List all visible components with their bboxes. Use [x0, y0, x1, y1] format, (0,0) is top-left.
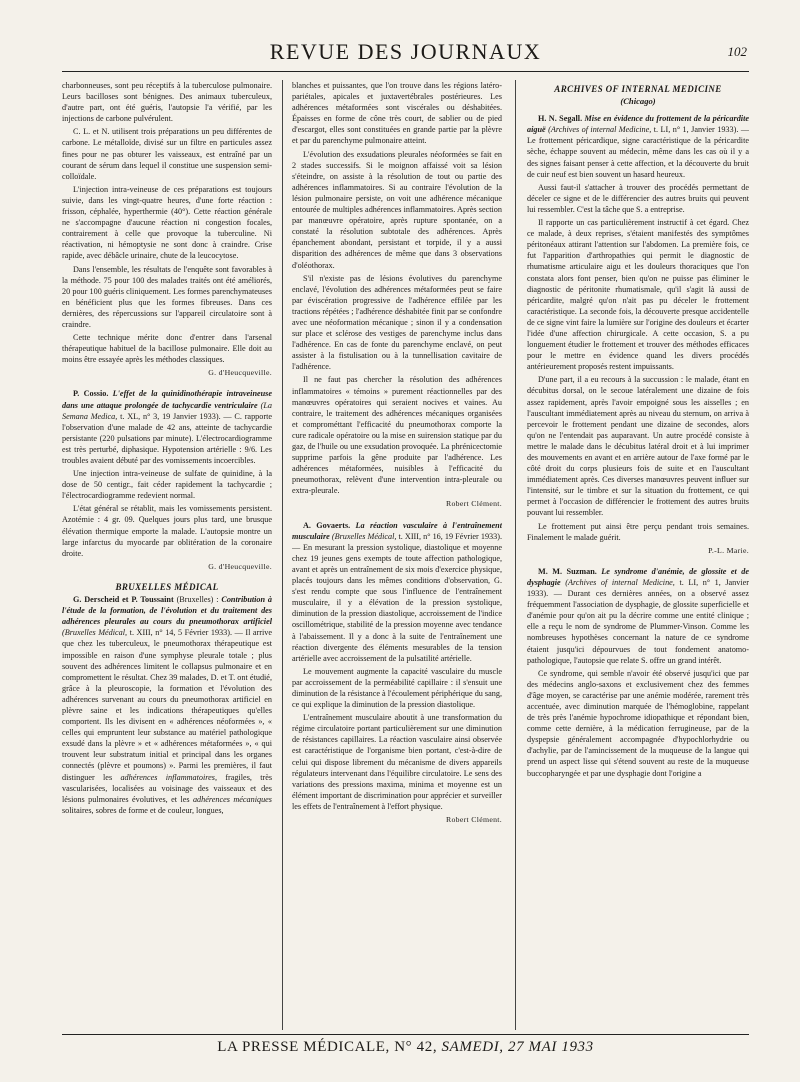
paragraph: Ce syndrome, qui semble n'avoir été observé jusqu'ici que par des médecins anglo-saxons et exclusivement chez des femmes d'âge moyen, se caractérise par une anémie modérée, rarement très accentuée, avec diminution marquée de l'hémoglobine, rappelant de très près l'anémie hypochrome idiopathique et répondant bien, comme cette dernière, à la médication ferrugineuse, par de la dyspepsie généralement accompagnée d'hypochlorhydrie ou d'achylie, par de l'amincissement de la muqueuse de la langue qui prend un aspect lisse qui s'étend souvent au reste de la muqueuse buccopharyngée et par une dysphagie dont l'origine a [527, 668, 749, 778]
article-source: (Archives of internal Medicine, [565, 577, 675, 587]
column-3 [527, 80, 749, 1030]
column-divider [282, 80, 283, 1030]
author-signature: G. d'Heucqueville. [208, 561, 272, 571]
section-heading: BRUXELLES MÉDICAL [115, 581, 219, 592]
page-header [62, 35, 749, 72]
emphasis: adhérences inflammatoires, [120, 772, 218, 782]
article-author: H. N. Segall. [538, 114, 583, 124]
article-abstract [527, 566, 749, 666]
article-title: Le syndrome d'anémie, de glossite et de dysphagie [527, 566, 749, 587]
article-source: (Bruxelles Médical, [62, 628, 128, 638]
paragraph: Une injection intra-veineuse de sulfate de quinidine, à la dose de 50 centigr., fait céder rapidement la tachycardie ; l'électrocardiogramme redevient normal. [62, 469, 272, 501]
paragraph: D'une part, il a eu recours à la succussion : le malade, étant en décubitus dorsal, on le secoue latéralement une dizaine de fois assez rapidement, après l'avoir empoigné sous les aisselles ; en l'auscultant immédiatement après au niveau du sternum, on arriva à percevoir le frottement pendant une dizaine de secondes, alors qu'on ne l'entendait pas auparavant. Un autre procédé consiste à mettre le malade dans le décubitus latéral droit et à lui imprimer des mouvements en avant et en arrière autour de l'axe formé par le côté droit du corps plusieurs fois de suite et en l'auscultant immédiatement après. Ces diverses manœuvres peuvent influer sur l'intensité, sur le timbre et sur la situation du frottement, ce qui permet à l'occasion de différencier le frottement des autres bruits pouvant lui ressembler. [527, 375, 749, 518]
column-2 [292, 80, 502, 1030]
article-title: Contribution à l'étude de la formation, de l'évolution et du traitement des adhérences pleurales au cours du pneumothorax artificiel [62, 595, 272, 627]
article-text: fragiles, très vascularisées, localisées au voisinage des vaisseaux et des lésions pulmonaires évolutives, et les [62, 772, 272, 804]
article-title: Mise en évidence du frottement de la péricardite aiguë [527, 114, 749, 135]
article-text: solitaires, sobres de forme et de couleur, longues, [62, 805, 224, 815]
article-author: G. Derscheid et P. Toussaint [73, 595, 174, 605]
article-abstract [62, 594, 272, 816]
paragraph: L'injection intra-veineuse de ces préparations est toujours suivie, dans les vingt-quatre heures, d'une forte réaction : frisson, céphalée, hyperthermie (40°). Cette réaction générale ne s'accompagne d'aucune réaction ni congestion focales, contrairement à celle que provoque la tuberculine. Ni réactivation, ni hémoptysie ne sont donc à craindre. Crise rapide, avec débâcle urinaire, chute de la leucocytose. [62, 184, 272, 261]
paragraph: Aussi faut-il s'attacher à trouver des procédés permettant de déceler ce signe et de le différencier des autres bruits qui peuvent lui ressembler. C'est la tâche que S. a entreprise. [527, 182, 749, 214]
author-signature: Robert Clément. [445, 815, 502, 824]
paragraph: Cette technique mérite donc d'entrer dans l'arsenal thérapeutique habituel de la bacillose pulmonaire. Elle doit au moins être essayée après les méthodes classiques. [62, 333, 272, 365]
paragraph: blanches et puissantes, que l'on trouve dans les régions latéro-pariétales, apicales et juxtavertébrales postérieures. Les adhérences métaformées sont viscérales ou déshabitées. Épaisses en forme de cône très court, de sablier ou de pied d'escargot, elles sont constituées en grande partie par la plèvre et par du parenchyme pulmonaire atteint. [292, 81, 502, 146]
article-abstract [292, 520, 502, 664]
article-author: A. Govaerts. [303, 520, 351, 530]
paragraph: L'entraînement musculaire aboutit à une transformation du régime circulatoire portant particulièrement sur une diminution de résistances capillaires. La réaction vasculaire ainsi observée est caractéristique de l'organisme bien portant, c'est-à-dire de celui qui dispose librement du mécanisme de divers appareils régulateurs intervenant dans l'équilibre circulatoire. Le sens des variations des pressions maxima, minima et moyenne est un élément important de discrimination pour apprécier et surveiller les effets de l'entraînement à l'effort physique. [292, 713, 502, 811]
emphasis: adhérences mécaniques [192, 794, 272, 804]
article-place: (Bruxelles) : [176, 595, 219, 605]
paragraph: Le mouvement augmente la capacité vasculaire du muscle par accroissement de la perméabilité capillaire : il s'ensuit une diminution de la résistance à l'écoulement périphérique du sang, ce qui explique la diminution de la pression diastolique. [292, 666, 502, 710]
paragraph: L'état général se rétablit, mais les vomissements persistent. Azotémie : 4 gr. 09. Quelques jours plus tard, une brusque élévation thermique emporte la malade. L'autopsie montre un large infarctus du myocarde par oblitération de la coronaire droite. [62, 504, 272, 558]
article-text: t. XL, n° 3, 19 Janvier 1933). — C. rapporte l'observation d'une malade de 42 ans, atteinte de tachycardie persistante (220 pulsations par minute). L'électrocardiogramme est très perturbé, diphasique. Hypotension artérielle : 9/6. Les troubles avaient débuté par des vomissements incoercibles. [62, 411, 272, 465]
article-text: t. XIII, n° 16, 19 Février 1933). — En mesurant la pression systolique, diastolique et moyenne chez 19 jeunes gens exempts de toute affection pathologique, avant et après un entraînement de six mois d'exercice physique, placés toujours dans les mêmes conditions d'observation, G. s'est rendu compte que sous l'influence de l'entraînement musculaire, il y a élévation de la pression systolique, diminution de la pression diastolique, accroissement de l'indice oscillométrique, stabilité de la pression moyenne avec tendance à l'abaissement. Il y a donc à la suite de l'entraînement une réaction divergente des éléments mesurables de la tension artérielle avec accroissement de la pulsatilité artérielle. [292, 531, 502, 663]
article-text: t. XIII, n° 14, 5 Février 1933). — Il arrive que chez les tuberculeux, le pneumothorax thérapeutique est impossible en raison d'une symphyse pleurale totale ; plus souvent des adhérences limitent le collapsus pulmonaire et en compromettent le résultat. Chez 39 malades, D. et T. ont étudié, grâce à la pleuroscopie, la formation et l'évolution des adhérences survenant au cours du pneumothorax artificiel en plèvre saine et les indications thérapeutiques qu'elles comportent. Ils les divisent en « adhérences néoformées », « celles qui empruntent leur substance au matériel pathologique exsudé dans la plèvre » et « adhérences métaformées », « qui trouvent leur substratum initial et principal dans les organes connectés (plèvre et poumons) ». Parmi les premières, il faut distinguer les [62, 628, 272, 782]
journal-name: LA PRESSE MÉDICALE, N° 42, [217, 1039, 438, 1055]
paragraph: Il rapporte un cas particulièrement instructif à cet égard. Chez ce malade, à deux reprises, s'étaient manifestés des symptômes péritonéaux attirant l'attention sur l'abdomen. La première fois, ce fut l'apparition d'arthropathies qui permit le diagnostic de rhumatisme articulaire aigu et les douleurs thoraciques que l'on constata alors font penser, bien qu'on ne puisse pas éliminer le diagnostic de péritonite rhumatismale, qu'il s'agit là aussi de péricardite, malgré qu'on n'ait pas pu déceler le frottement caractéristique. La seconde fois, la découverte presque accidentelle de ce signe vint faire la lumière sur l'origine des douleurs et écarter l'idée d'une affection chirurgicale. A cette occasion, S. a pu longuement étudier le frottement et trouver des méthodes efficaces pour le mettre en évidence quand les divers procédés antérieurement proposés restent impuissants. [527, 218, 749, 372]
paragraph: charbonneuses, sont peu réceptifs à la tuberculose pulmonaire. Leurs bacilloses sont bénignes. Des animaux tuberculeux, d'autre part, ont été guéris, l'autopsie l'a vérifié, par les injections de carbone pulvérulent. [62, 81, 272, 124]
article-abstract [527, 113, 749, 180]
article-text: t. LI, n° 1, Janvier 1933). — Durant ces dernières années, on a observé assez fréquemment l'association de dysphagie, de glossite superficielle et d'anémie pour qu'on ait pu la décrire comme une entité clinique ; elle a reçu le nom de syndrome de Plummer-Vinson. Comme les nombreuses hypothèses concernant la nature de ce syndrome étaient jusqu'ici dépourvues de tout fondement anatomo-pathologique, l'autopsie que relate S. offre un grand intérêt. [527, 577, 749, 665]
author-signature: Robert Clément. [445, 499, 502, 509]
issue-date: SAMEDI, 27 MAI 1933 [441, 1039, 594, 1055]
paragraph: Le frottement put ainsi être perçu pendant trois semaines. Finalement le malade guérit. [527, 521, 749, 542]
article-title: L'effet de la quinidinothérapie intraveineuse dans une attaque prolongée de tachycardie ventriculaire [62, 389, 272, 410]
section-heading: ARCHIVES OF INTERNAL MEDICINE [554, 84, 722, 94]
paragraph: L'évolution des exsudations pleurales néoformées se fait en 2 stades successifs. Si le moignon affaissé voit sa lésion s'éteindre, on assiste à la résolution de tout ou partie des adhérences inflammatoires. Si au contraire l'évolution de la lésion pulmonaire persiste, on voit une adhérence mécanique entourée de multiples adhérences inflammatoires. Après section par manœuvre opératoire, après rupture spontanée, on a constaté la résolution subtotale des adhérences. Après épanchement abondant, persistant et torpide, il y a aussi disparition des adhérences de même que dans 3 observations d'oléothorax. [292, 149, 502, 270]
paragraph: Il ne faut pas chercher la résolution des adhérences inflammatoires « témoins » purement réactionnelles par des manœuvres opératoires qui seraient nocives et vaines. Au contraire, le traitement des adhérences mécaniques organisées et comprométtant l'efficacité du pneumothorax comporte la cure radicale opératoire ou la mise en suirension statique par du gaz, de l'huile ou une exsudation provoquée. La phrénicectomie supprime parfois la gêne produite par l'adhérence. Les adhérences métaformées, nuisibles à l'efficacité du pneumothorax, relèvent d'une intervention intra-pleurale ou extra-pleurale. [292, 375, 502, 496]
column-1 [62, 80, 272, 1030]
article-source: (La Semana Medica, [62, 400, 272, 421]
article-source: (Bruxelles Médical, [331, 531, 397, 541]
page-number: 102 [727, 44, 747, 59]
page-footer [62, 1034, 749, 1059]
paragraph: C. L. et N. utilisent trois préparations un peu différentes de carbone. Le métalloïde, divisé sur un filtre en particules assez fines pour ne pas obturer les vaisseaux, est entraîné par un courant de sérum dans lequel il constitue une suspension semi-colloïdale. [62, 127, 272, 181]
column-divider [515, 80, 516, 1030]
article-text: t. LI, n° 1, Janvier 1933). — Le frottement péricardique, signe caractéristique de la péricardite sèche, échappe souvent au médecin, même dans les cas où il y a des signes faisant penser à cette affection, et la découverte du bruit de cuir neuf est bien souvent un hasard heureux. [527, 125, 749, 179]
article-abstract [62, 388, 272, 466]
article-source: (Archives of internal Medicine, [548, 125, 652, 135]
running-title: REVUE DES JOURNAUX [269, 39, 542, 64]
article-title: La réaction vasculaire à l'entraînement musculaire [292, 520, 502, 541]
author-signature: G. d'Heucqueville. [208, 368, 272, 378]
article-author: P. Cossio. [73, 389, 109, 399]
section-subheading: (Chicago) [620, 96, 656, 107]
article-author: M. M. Suzman. [538, 566, 597, 576]
paragraph: Dans l'ensemble, les résultats de l'enquête sont favorables à la méthode. 75 pour 100 des malades traités ont été améliorés, 20 pour 100 guéris cliniquement. Les formes parenchymateuses en bénéficient plus que les formes fibreuses. Dans ces dernières, des répercussions sur l'appareil circulatoire sont à craindre. [62, 264, 272, 329]
paragraph: S'il n'existe pas de lésions évolutives du parenchyme enclavé, l'évolution des adhérences métaformées peut se faire par éviscération progressive de l'adhérence effilée par les tractions répétées ; l'adhérence déshabitée finit par se confondre avec une néoformation mécanique ; sinon il y a condensation sur place et sclérose des vestiges de parenchyme inclus dans l'adhérence. En cas de fonte du parenchyme enclavé, on peut assister à la fistulisation ou à la tunnellisation cavitaire de l'adhérence. [292, 273, 502, 372]
author-signature: P.-L. Marie. [708, 545, 749, 555]
